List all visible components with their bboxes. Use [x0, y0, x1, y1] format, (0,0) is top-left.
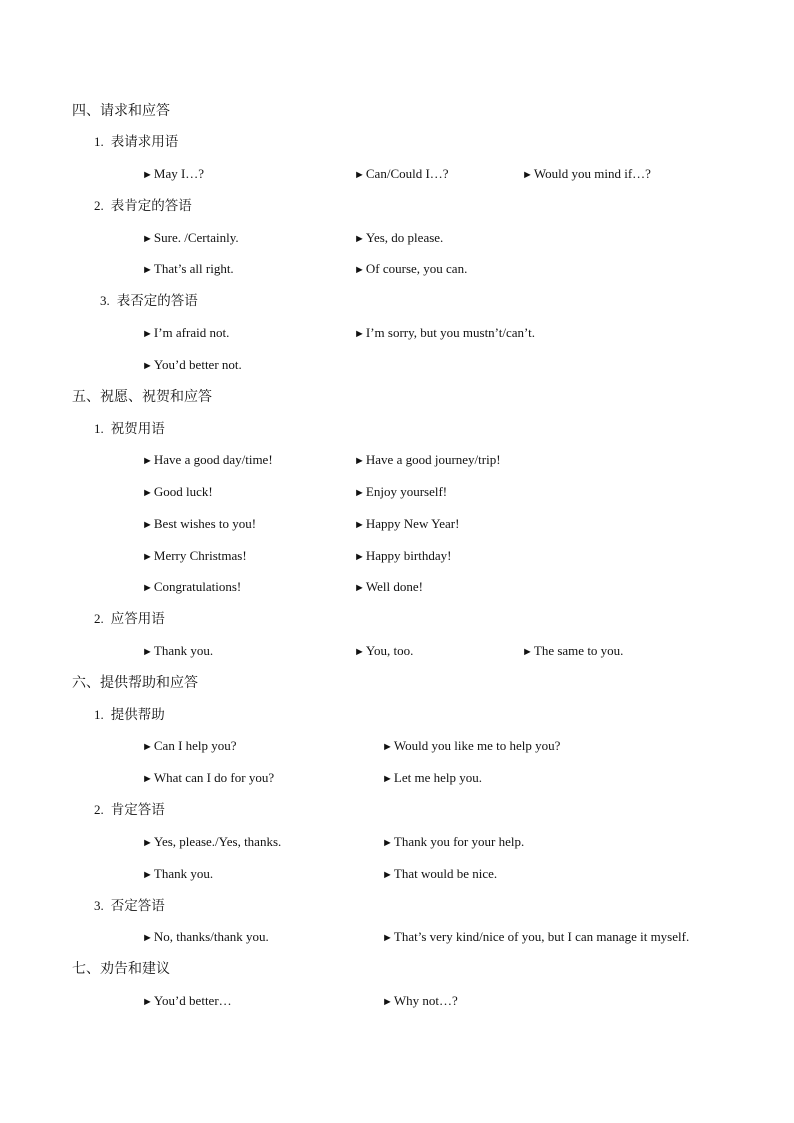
bullet-icon: ►	[354, 487, 365, 499]
phrase-item: ►I’m afraid not.	[142, 325, 230, 340]
section-title: 四、请求和应答	[72, 103, 170, 119]
section-heading	[0, 100, 794, 122]
phrase-item: ►Would you mind if…?	[522, 166, 651, 181]
phrase-item: ►Have a good day/time!	[142, 452, 273, 467]
phrase-item: ►Thank you for your help.	[382, 834, 525, 849]
bullet-icon: ►	[382, 869, 393, 881]
bullet-icon: ►	[354, 582, 365, 594]
subsection-heading	[0, 195, 794, 217]
bullet-icon: ►	[354, 264, 365, 276]
subsection-label: 表否定的答语	[116, 293, 198, 309]
phrase-item: ►What can I do for you?	[142, 770, 275, 785]
phrase-row	[0, 227, 794, 249]
phrase-item: ►I’m sorry, but you mustn’t/can’t.	[354, 325, 535, 340]
phrase-item: ►Why not…?	[382, 993, 458, 1008]
phrase-row	[0, 545, 794, 567]
phrase-item: ►Would you like me to help you?	[382, 738, 561, 753]
phrase-item: ►Happy birthday!	[354, 548, 452, 563]
section-title: 七、劝告和建议	[72, 961, 170, 977]
bullet-icon: ►	[382, 932, 393, 944]
subsection-heading	[0, 290, 794, 312]
phrase-item: ►You’d better not.	[142, 357, 242, 372]
phrase-item: ►Good luck!	[142, 484, 213, 499]
phrase-row	[0, 767, 794, 789]
subsection-heading	[0, 608, 794, 630]
phrase-row	[0, 258, 794, 280]
phrase-item: ►Can/Could I…?	[354, 166, 449, 181]
subsection-label: 表请求用语	[110, 134, 179, 150]
bullet-icon: ►	[142, 328, 153, 340]
phrase-item: ►That’s very kind/nice of you, but I can manage it myself.	[382, 929, 690, 944]
section-heading	[0, 672, 794, 694]
phrase-row	[0, 640, 794, 662]
phrase-item: ►The same to you.	[522, 643, 624, 658]
phrase-item: ►That would be nice.	[382, 866, 498, 881]
phrase-item: ►No, thanks/thank you.	[142, 929, 269, 944]
bullet-icon: ►	[142, 233, 153, 245]
bullet-icon: ►	[142, 582, 153, 594]
phrase-row	[0, 576, 794, 598]
subsection-number: 2.	[94, 611, 104, 626]
bullet-icon: ►	[142, 169, 153, 181]
subsection-label: 表肯定的答语	[110, 198, 192, 214]
subsection-number: 2.	[94, 802, 104, 817]
phrase-row	[0, 163, 794, 185]
bullet-icon: ►	[382, 741, 393, 753]
phrase-item: ►Thank you.	[142, 866, 214, 881]
phrase-item: ►Yes, do please.	[354, 230, 444, 245]
section-title: 六、提供帮助和应答	[72, 675, 198, 691]
phrase-item: ►Best wishes to you!	[142, 516, 257, 531]
phrase-row	[0, 863, 794, 885]
phrase-item: ►Well done!	[354, 579, 423, 594]
bullet-icon: ►	[142, 646, 153, 658]
phrase-item: ►That’s all right.	[142, 261, 234, 276]
subsection-number: 3.	[94, 898, 104, 913]
bullet-icon: ►	[142, 996, 153, 1008]
bullet-icon: ►	[142, 487, 153, 499]
subsection-number: 1.	[94, 134, 104, 149]
subsection-number: 1.	[94, 421, 104, 436]
section-heading	[0, 386, 794, 408]
phrase-item: ►Thank you.	[142, 643, 214, 658]
phrase-item: ►Sure. /Certainly.	[142, 230, 239, 245]
phrase-row	[0, 926, 794, 948]
phrase-row	[0, 322, 794, 344]
bullet-icon: ►	[142, 519, 153, 531]
bullet-icon: ►	[142, 360, 153, 372]
phrase-item: ►Merry Christmas!	[142, 548, 247, 563]
phrase-row	[0, 354, 794, 376]
phrase-row	[0, 735, 794, 757]
phrase-row	[0, 449, 794, 471]
phrase-row	[0, 481, 794, 503]
bullet-icon: ►	[142, 773, 153, 785]
subsection-number: 1.	[94, 707, 104, 722]
phrase-item: ►Happy New Year!	[354, 516, 460, 531]
phrase-item: ►Of course, you can.	[354, 261, 468, 276]
subsection-heading	[0, 799, 794, 821]
section-heading	[0, 958, 794, 980]
phrase-item: ►Can I help you?	[142, 738, 237, 753]
subsection-label: 提供帮助	[110, 707, 165, 723]
bullet-icon: ►	[354, 169, 365, 181]
bullet-icon: ►	[382, 837, 393, 849]
phrase-row	[0, 831, 794, 853]
bullet-icon: ►	[142, 837, 153, 849]
bullet-icon: ►	[142, 455, 153, 467]
bullet-icon: ►	[354, 551, 365, 563]
bullet-icon: ►	[142, 551, 153, 563]
phrase-item: ►Enjoy yourself!	[354, 484, 448, 499]
subsection-label: 应答用语	[110, 611, 165, 627]
bullet-icon: ►	[522, 646, 533, 658]
bullet-icon: ►	[354, 646, 365, 658]
bullet-icon: ►	[354, 519, 365, 531]
bullet-icon: ►	[142, 869, 153, 881]
bullet-icon: ►	[142, 264, 153, 276]
phrase-row	[0, 990, 794, 1012]
subsection-heading	[0, 418, 794, 440]
bullet-icon: ►	[382, 773, 393, 785]
phrase-item: ►Have a good journey/trip!	[354, 452, 501, 467]
bullet-icon: ►	[354, 233, 365, 245]
subsection-label: 否定答语	[110, 898, 165, 914]
subsection-number: 3.	[100, 293, 110, 308]
phrase-item: ►Let me help you.	[382, 770, 482, 785]
bullet-icon: ►	[354, 455, 365, 467]
bullet-icon: ►	[142, 741, 153, 753]
phrase-item: ►Congratulations!	[142, 579, 242, 594]
phrase-item: ►May I…?	[142, 166, 205, 181]
phrase-item: ►You, too.	[354, 643, 414, 658]
bullet-icon: ►	[382, 996, 393, 1008]
bullet-icon: ►	[354, 328, 365, 340]
subsection-heading	[0, 704, 794, 726]
subsection-label: 肯定答语	[110, 802, 165, 818]
phrase-row	[0, 513, 794, 535]
bullet-icon: ►	[142, 932, 153, 944]
phrase-item: ►Yes, please./Yes, thanks.	[142, 834, 282, 849]
bullet-icon: ►	[522, 169, 533, 181]
subsection-heading	[0, 131, 794, 153]
subsection-number: 2.	[94, 198, 104, 213]
subsection-label: 祝贺用语	[110, 421, 165, 437]
subsection-heading	[0, 895, 794, 917]
section-title: 五、祝愿、祝贺和应答	[72, 389, 212, 405]
phrase-item: ►You’d better…	[142, 993, 232, 1008]
